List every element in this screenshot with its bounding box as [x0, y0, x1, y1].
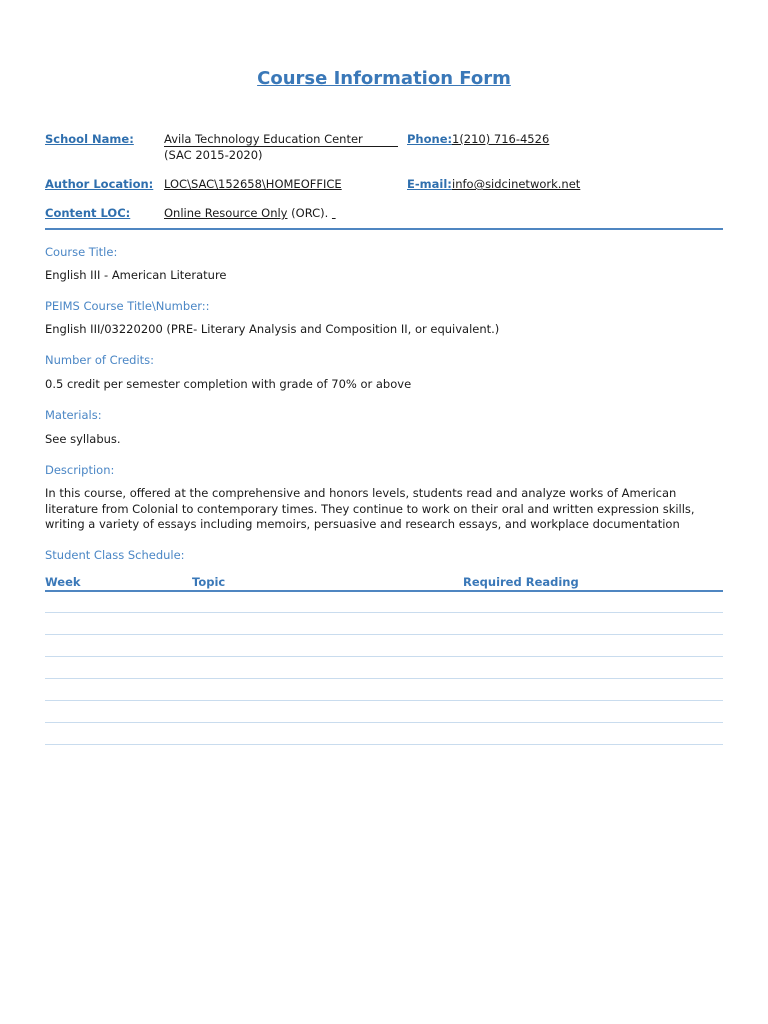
table-header-line [45, 590, 723, 592]
table-row [45, 678, 723, 679]
credits-value: 0.5 credit per semester completion with grade of 70% or above [45, 377, 412, 391]
content-loc-value-rest: (ORC). [287, 206, 332, 220]
content-loc-trailing-blank [332, 206, 336, 220]
table-row [45, 700, 723, 701]
content-loc-label: Content LOC: [45, 206, 131, 220]
table-header-topic: Topic [192, 575, 226, 589]
school-name-label: School Name: [45, 132, 134, 146]
table-row [45, 722, 723, 723]
email-link[interactable]: info@sidcinetwork.net [452, 177, 581, 191]
table-header-required-reading: Required Reading [463, 575, 579, 589]
course-title-label: Course Title: [45, 245, 118, 259]
table-row [45, 612, 723, 613]
email-label: E-mail: [407, 177, 452, 191]
credits-label: Number of Credits: [45, 353, 155, 367]
description-label: Description: [45, 463, 115, 477]
materials-value: See syllabus. [45, 432, 121, 446]
course-title-value: English III - American Literature [45, 268, 227, 282]
table-row [45, 656, 723, 657]
form-title: Course Information Form [257, 68, 511, 89]
peims-value: English III/03220200 (PRE- Literary Analysis and Composition II, or equivalent.) [45, 322, 500, 336]
phone-label: Phone: [407, 132, 453, 146]
table-row [45, 744, 723, 745]
peims-label: PEIMS Course Title\Number:: [45, 299, 210, 313]
header-separator [45, 228, 723, 230]
author-location-value: LOC\SAC\152658\HOMEOFFICE [164, 177, 342, 191]
phone-value: 1(210) 716-4526 [452, 132, 550, 146]
table-header-week: Week [45, 575, 81, 589]
school-name-value-line2: (SAC 2015-2020) [164, 148, 263, 162]
schedule-label: Student Class Schedule: [45, 548, 185, 562]
table-row [45, 634, 723, 635]
author-location-label: Author Location: [45, 177, 154, 191]
description-value: In this course, offered at the comprehensive and honors levels, students read and analyze works of American literature from Colonial to contemporary times. They continue to work on their oral and written expression skills, writing a variety of essays including memoirs, persuasive and research essays, and workplace documentation [45, 486, 695, 531]
school-name-value: Avila Technology Education Center [164, 132, 398, 147]
content-loc-value [164, 206, 336, 220]
content-loc-value-main: Online Resource Only [164, 206, 288, 220]
materials-label: Materials: [45, 408, 102, 422]
